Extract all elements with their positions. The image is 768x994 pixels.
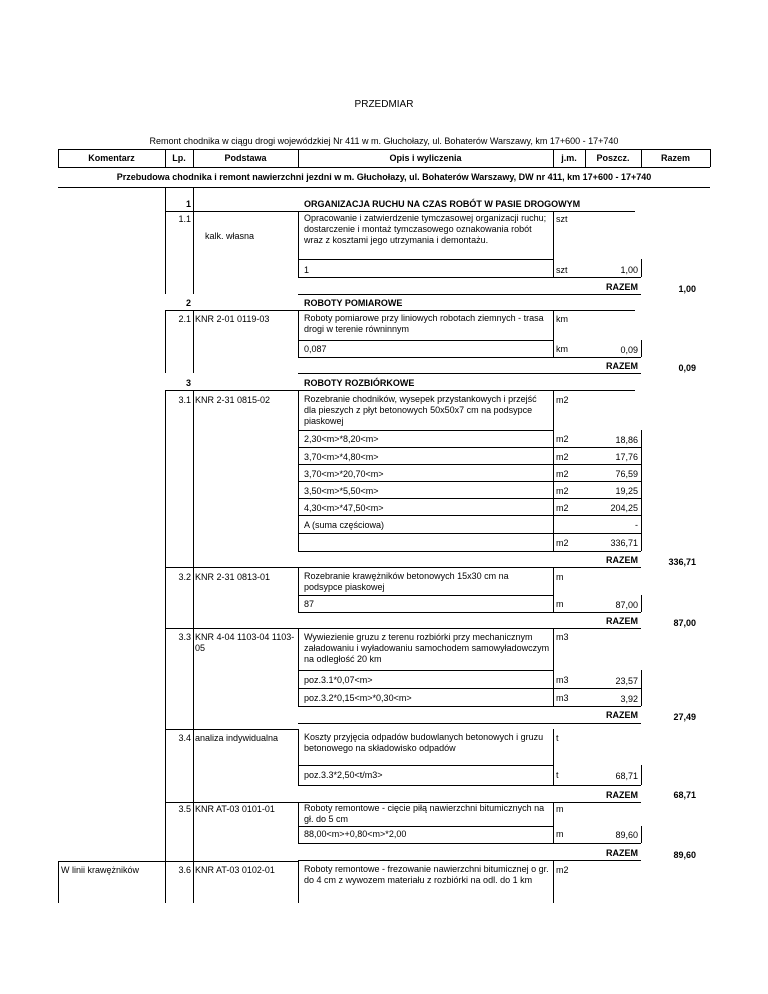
header-poszcz: Poszcz. [596, 153, 630, 163]
item-basis: KNR 2-31 0815-02 [195, 395, 271, 405]
calc-value: 336,71 [610, 538, 638, 548]
item-unit: m2 [556, 865, 569, 875]
calc-value: 204,25 [610, 503, 638, 513]
item-comment: W linii krawężników [61, 865, 140, 875]
calc-value: 87,00 [615, 600, 638, 610]
item-description: Roboty pomiarowe przy liniowych robotach ziemnych - trasa drogi w terenie równinnym [304, 313, 544, 334]
razem-label: RAZEM [606, 282, 638, 292]
item-lp: 3.3 [178, 632, 191, 642]
item-lp: 3.2 [178, 572, 191, 582]
razem-label: RAZEM [606, 790, 638, 800]
calc-unit: m3 [556, 675, 569, 685]
calc-value: 68,71 [615, 771, 638, 781]
item-unit: km [556, 314, 568, 324]
calc-value: 1,00 [620, 265, 638, 275]
item-total: 89,60 [673, 850, 696, 860]
item-description: Opracowanie i zatwierdzenie tymczasowej organizacji ruchu; dostarczenie i montaż tymczasowego oznakowania robót wraz z kosztami jego utrzymania i demontażu. [304, 213, 547, 245]
item-description: Roboty remontowe - frezowanie nawierzchni bitumicznej o gr. do 4 cm z wywozem materiału z rozbiórki na odl. do 1 km [304, 864, 549, 885]
calc-value: 18,86 [615, 435, 638, 445]
calc-expression: poz.3.1*0,07<m> [304, 675, 373, 685]
header-jm: j.m. [561, 153, 577, 163]
calc-unit: m2 [556, 486, 569, 496]
item-unit: m [556, 572, 564, 582]
chapter-title: ROBOTY ROZBIÓRKOWE [304, 378, 415, 388]
calc-expression: 2,30<m>*8,20<m> [304, 434, 379, 444]
item-description: Rozebranie krawężników betonowych 15x30 cm na podsypce piaskowej [304, 571, 509, 592]
header-podstawa: Podstawa [224, 153, 267, 163]
item-lp: 3.5 [178, 804, 191, 814]
chapter-number: 3 [185, 378, 191, 388]
calc-unit: m2 [556, 434, 569, 444]
calc-expression: 1 [304, 265, 310, 275]
calc-expression: 88,00<m>+0,80<m>*2,00 [304, 829, 407, 839]
calc-value: 89,60 [615, 830, 638, 840]
item-basis: KNR 2-31 0813-01 [195, 572, 271, 582]
calc-expression: 3,70<m>*4,80<m> [304, 452, 379, 462]
item-basis: KNR AT-03 0101-01 [195, 804, 275, 814]
calc-expression: poz.3.2*0,15<m>*0,30<m> [304, 693, 412, 703]
calc-expression: 4,30<m>*47,50<m> [304, 503, 384, 513]
header-lp: Lp. [172, 153, 186, 163]
item-total: 68,71 [673, 790, 696, 800]
item-unit: m [556, 804, 564, 814]
item-lp: 3.1 [178, 395, 191, 405]
calc-unit: km [556, 344, 568, 354]
calc-unit: m [556, 599, 564, 609]
item-basis: analiza indywidualna [195, 733, 279, 743]
item-description: Koszty przyjęcia odpadów budowlanych betonowych i gruzu betonowego na składowisko odpadów [304, 732, 544, 753]
calc-unit: m3 [556, 693, 569, 703]
item-lp: 1.1 [178, 214, 191, 224]
razem-label: RAZEM [606, 361, 638, 371]
item-description: Wywiezienie gruzu z terenu rozbiórki przy mechanicznym załadowaniu i wyładowaniu samochodem samowyładowczym na odległość 20 km [304, 632, 550, 664]
item-basis: kalk. własna [205, 231, 255, 241]
section-title: Przebudowa chodnika i remont nawierzchni jezdni w m. Głuchołazy, ul. Bohaterów Warszawy, DW nr 411, km 17+600 - 17+740 [116, 172, 652, 182]
header-razem: Razem [660, 153, 690, 163]
calc-value: - [635, 520, 638, 530]
item-basis: KNR 4-04 1103-04 1103-05 [195, 632, 295, 653]
item-total: 0,09 [678, 363, 696, 373]
document-title: PRZEDMIAR [354, 99, 414, 110]
calc-expression: A (suma częściowa) [304, 520, 385, 530]
razem-label: RAZEM [606, 616, 638, 626]
calc-value: 23,57 [615, 676, 638, 686]
item-total: 1,00 [678, 284, 696, 294]
item-unit: m2 [556, 395, 569, 405]
calc-unit: m2 [556, 503, 569, 513]
calc-value: 76,59 [615, 469, 638, 479]
chapter-number: 2 [185, 298, 191, 308]
item-basis: KNR 2-01 0119-03 [195, 314, 270, 324]
calc-unit: m2 [556, 469, 569, 479]
item-total: 27,49 [673, 712, 696, 722]
calc-expression: 3,50<m>*5,50<m> [304, 486, 379, 496]
calc-unit: m [556, 829, 564, 839]
calc-unit: m2 [556, 538, 569, 548]
calc-value: 3,92 [620, 694, 638, 704]
calc-expression: 0,087 [304, 344, 327, 354]
razem-label: RAZEM [606, 555, 638, 565]
calc-value: 17,76 [615, 452, 638, 462]
calc-value: 19,25 [615, 486, 638, 496]
calc-expression: 87 [304, 599, 315, 609]
item-unit: m3 [556, 632, 569, 642]
item-total: 87,00 [673, 618, 696, 628]
item-description: Roboty remontowe - cięcie piłą nawierzchni bitumicznych na gł. do 5 cm [304, 803, 545, 824]
razem-label: RAZEM [606, 710, 638, 720]
item-lp: 3.4 [178, 733, 191, 743]
calc-unit: m2 [556, 452, 569, 462]
header-komentarz: Komentarz [88, 153, 135, 163]
item-lp: 2.1 [178, 314, 191, 324]
calc-value: 0,09 [620, 345, 638, 355]
razem-label: RAZEM [606, 848, 638, 858]
calc-unit: szt [556, 265, 568, 275]
chapter-title: ORGANIZACJA RUCHU NA CZAS ROBÓT W PASIE DROGOWYM [304, 199, 581, 209]
chapter-title: ROBOTY POMIAROWE [304, 298, 403, 308]
document-subtitle: Remont chodnika w ciągu drogi wojewódzkiej Nr 411 w m. Głuchołazy, ul. Bohaterów Warszawy, km 17+600 - 17+740 [149, 136, 619, 146]
header-opis: Opis i wyliczenia [389, 153, 462, 163]
item-lp: 3.6 [178, 865, 191, 875]
item-description: Rozebranie chodników, wysepek przystankowych i przejść dla pieszych z płyt betonowych 50x50x7 cm na podsypce piaskowej [304, 394, 537, 426]
chapter-number: 1 [185, 199, 191, 209]
calc-expression: 3,70<m>*20,70<m> [304, 469, 384, 479]
item-unit: szt [556, 214, 568, 224]
calc-unit: t [556, 770, 559, 780]
calc-expression: poz.3.3*2,50<t/m3> [304, 770, 383, 780]
item-unit: t [556, 733, 559, 743]
item-total: 336,71 [668, 557, 696, 567]
item-basis: KNR AT-03 0102-01 [195, 865, 275, 875]
